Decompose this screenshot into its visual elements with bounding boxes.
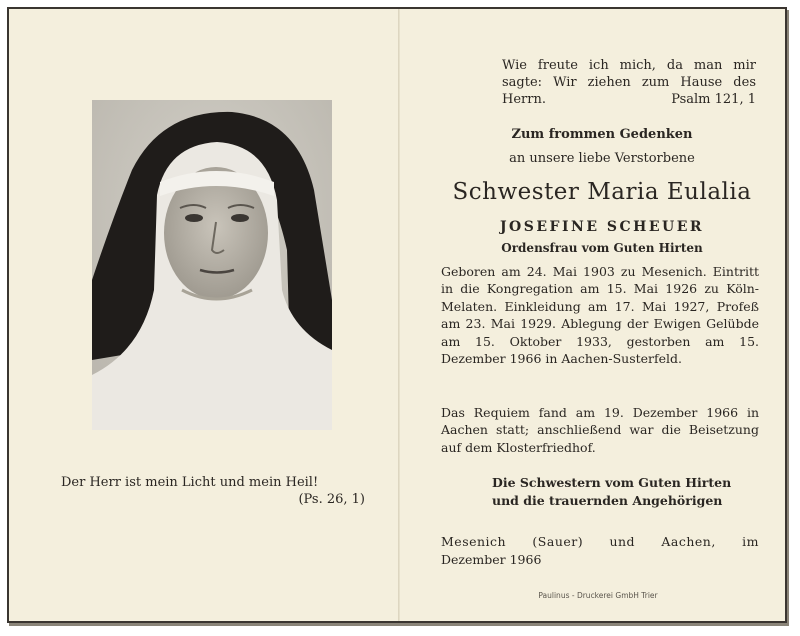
card-fold <box>398 9 400 621</box>
signers-block <box>492 474 762 510</box>
religious-order: Ordensfrau vom Guten Hirten <box>501 241 703 255</box>
date-line: Dezember 1966 <box>441 552 542 567</box>
memorial-heading: Zum frommen Gedenken <box>511 127 693 142</box>
psalm-line-3 <box>502 91 756 108</box>
quote-reference: (Ps. 26, 1) <box>298 492 365 507</box>
psalm-line-2: sagte: Wir ziehen zum Hause des <box>502 75 756 90</box>
place-date-block <box>441 533 759 569</box>
birth-name: JOSEFINE SCHEUER <box>499 219 705 235</box>
signers-line-2: und die trauernden Angehörigen <box>492 493 723 508</box>
portrait-photo <box>92 100 332 430</box>
religious-name: Schwester Maria Eulalia <box>452 179 752 205</box>
quote-text: Der Herr ist mein Licht und mein Heil! <box>61 475 319 490</box>
signers-line-1: Die Schwestern vom Guten Hirten <box>492 475 732 490</box>
requiem-paragraph: Das Requiem fand am 19. Dezember 1966 in Aachen statt; anschließend war die Beisetzung auf dem Klosterfriedhof. <box>441 405 759 455</box>
printer-imprint: Paulinus - Druckerei GmbH Trier <box>538 591 658 600</box>
psalm-quote <box>502 57 756 108</box>
psalm-line-1: Wie freute ich mich, da man mir <box>502 58 756 73</box>
place-line: Mesenich (Sauer) und Aachen, im <box>441 534 759 549</box>
scripture-quote-left <box>61 474 365 508</box>
psalm-line-3-text: Herrn. <box>502 92 546 107</box>
biography-paragraph: Geboren am 24. Mai 1903 zu Mesenich. Eintritt in die Kongregation am 15. Mai 1926 zu Köln-Melaten. Einkleidung am 17. Mai 1927, Profeß am 23. Mai 1929. Ablegung der Ewigen Gelübde am 15. Oktober 1933, gestorben am 15. Dezember 1966 in Aachen-Susterfeld. <box>441 264 759 367</box>
dedication-line: an unsere liebe Verstorbene <box>509 151 695 166</box>
psalm-reference: Psalm 121, 1 <box>671 92 756 107</box>
portrait-image <box>92 100 332 430</box>
memorial-card <box>7 7 787 623</box>
